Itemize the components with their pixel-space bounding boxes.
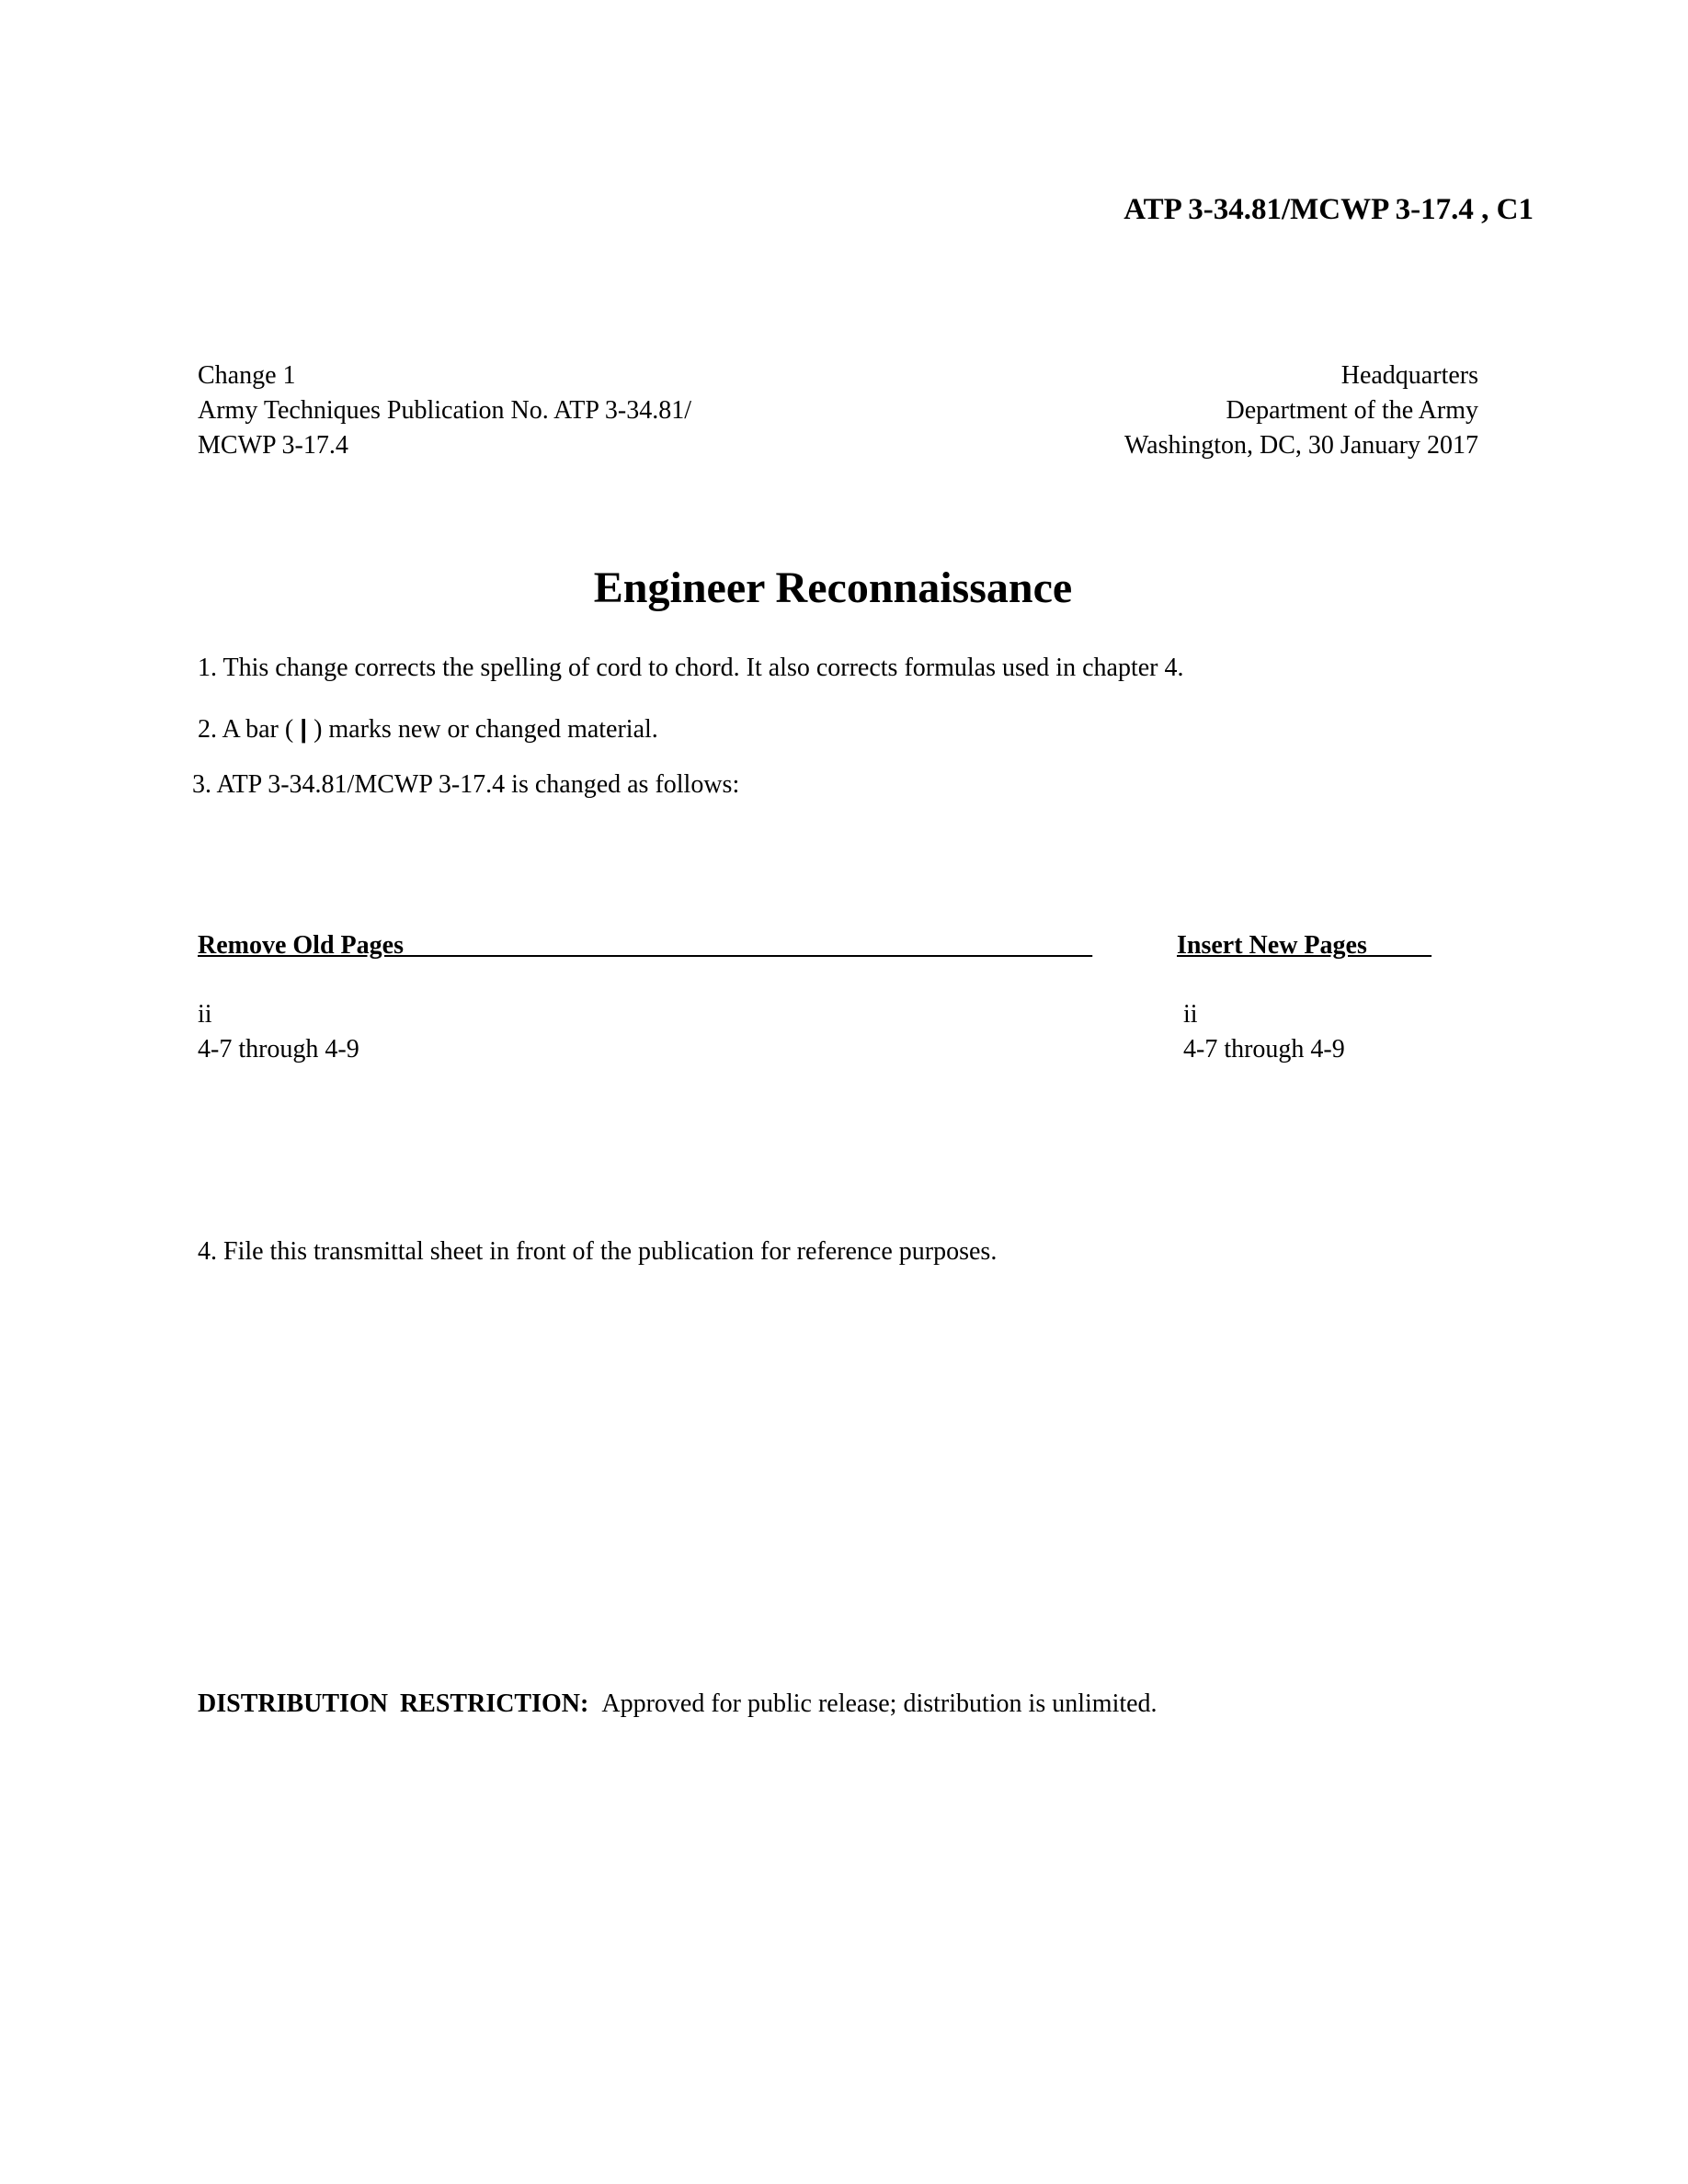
location-date-line: Washington, DC, 30 January 2017 <box>1123 431 1478 460</box>
list-item: 4-7 through 4-9 <box>198 1035 359 1064</box>
document-title: Engineer Reconnaissance <box>593 563 1073 612</box>
distribution-restriction <box>198 1689 1158 1719</box>
publication-number: Army Techniques Publication No. ATP 3-34.81/ <box>198 396 692 425</box>
remove-pages-header: Remove Old Pages______________________________________________ _______ <box>198 931 1092 960</box>
list-item: ii <box>1183 1000 1198 1029</box>
paragraph-2-end: ) marks new or changed material. <box>307 715 658 744</box>
department-line: Department of the Army <box>1226 396 1478 425</box>
list-item: 4-7 through 4-9 <box>1183 1035 1345 1064</box>
issuing-authority <box>1124 358 1478 463</box>
distribution-text: Approved for public release; distribution is unlimited. <box>601 1689 1158 1718</box>
list-item: ii <box>198 1000 212 1029</box>
paragraph-2 <box>198 714 658 745</box>
paragraph-4: 4. File this transmittal sheet in front of the publication for reference purposes. <box>198 1237 998 1266</box>
change-header <box>198 358 691 463</box>
headquarters-line: Headquarters <box>1340 361 1478 390</box>
distribution-label: DISTRIBUTION RESTRICTION: <box>198 1689 589 1718</box>
change-number: Change 1 <box>198 361 296 390</box>
document-id: ATP 3-34.81/MCWP 3-17.4 , C1 <box>1123 193 1534 226</box>
paragraph-2-start: 2. A bar ( <box>198 715 301 744</box>
insert-pages-header: Insert New Pages_____ <box>1177 931 1431 960</box>
paragraph-3: 3. ATP 3-34.81/MCWP 3-17.4 is changed as follows: <box>192 770 740 799</box>
paragraph-1: 1. This change corrects the spelling of cord to chord. It also corrects formulas used in chapter 4. <box>198 654 1184 682</box>
change-bar-symbol: | <box>300 714 308 743</box>
insert-pages-list <box>1183 997 1345 1067</box>
publication-number-cont: MCWP 3-17.4 <box>198 431 348 460</box>
remove-pages-list <box>198 997 359 1067</box>
